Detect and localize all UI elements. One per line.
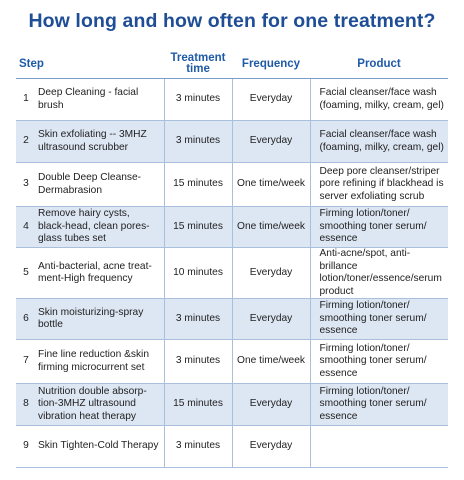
table-header-row	[16, 50, 448, 79]
treatment-time: 3 minutes	[164, 79, 232, 121]
table-row	[16, 121, 448, 163]
step-number: 5	[16, 248, 36, 299]
frequency: Everyday	[232, 248, 310, 299]
frequency: One time/week	[232, 207, 310, 248]
header-step: Step	[16, 50, 164, 79]
table-row	[16, 79, 448, 121]
step-number: 9	[16, 426, 36, 468]
header-product: Product	[310, 50, 448, 79]
step-name: Double Deep Cleanse-Dermabrasion	[36, 163, 164, 207]
frequency: Everyday	[232, 79, 310, 121]
step-name: Deep Cleaning - facial brush	[36, 79, 164, 121]
product: Firming lotion/toner/ smoothing toner serum/ essence	[310, 384, 448, 426]
step-name: Remove hairy cysts, black-head, clean pores-glass tubes set	[36, 207, 164, 248]
table-row	[16, 426, 448, 468]
step-number: 3	[16, 163, 36, 207]
header-frequency: Frequency	[232, 50, 310, 79]
step-name: Skin moisturizing-spray bottle	[36, 299, 164, 340]
frequency: Everyday	[232, 121, 310, 163]
table-row	[16, 299, 448, 340]
step-number: 1	[16, 79, 36, 121]
step-name: Skin exfoliating -- 3MHZ ultrasound scrubber	[36, 121, 164, 163]
product: Firming lotion/toner/ smoothing toner serum/ essence	[310, 299, 448, 340]
frequency: One time/week	[232, 340, 310, 384]
product: Firming lotion/toner/ smoothing toner serum/ essence	[310, 207, 448, 248]
step-name: Skin Tighten-Cold Therapy	[36, 426, 164, 468]
treatment-time: 3 minutes	[164, 121, 232, 163]
frequency: Everyday	[232, 426, 310, 468]
product: Firming lotion/toner/ smoothing toner serum/ essence	[310, 340, 448, 384]
product: Facial cleanser/face wash (foaming, milky, cream, gel)	[310, 79, 448, 121]
frequency: Everyday	[232, 299, 310, 340]
step-number: 4	[16, 207, 36, 248]
step-number: 2	[16, 121, 36, 163]
step-name: Nutrition double absorp-tion-3MHZ ultrasound vibration heat therapy	[36, 384, 164, 426]
product: Facial cleanser/face wash (foaming, milky, cream, gel)	[310, 121, 448, 163]
step-name: Fine line reduction &skin firming microcurrent set	[36, 340, 164, 384]
table-row	[16, 340, 448, 384]
treatment-time: 15 minutes	[164, 163, 232, 207]
treatment-time: 3 minutes	[164, 299, 232, 340]
step-number: 7	[16, 340, 36, 384]
treatment-time: 3 minutes	[164, 426, 232, 468]
treatment-time: 15 minutes	[164, 207, 232, 248]
frequency: Everyday	[232, 384, 310, 426]
treatment-time: 15 minutes	[164, 384, 232, 426]
treatment-time: 3 minutes	[164, 340, 232, 384]
product: Deep pore cleanser/striper pore refining if blackhead is server exfoliating scrub	[310, 163, 448, 207]
treatment-table	[16, 50, 448, 468]
table-row	[16, 384, 448, 426]
step-number: 8	[16, 384, 36, 426]
table-row	[16, 248, 448, 299]
product	[310, 426, 448, 468]
step-number: 6	[16, 299, 36, 340]
header-treatment-time: Treatment time	[164, 50, 232, 79]
frequency: One time/week	[232, 163, 310, 207]
treatment-time: 10 minutes	[164, 248, 232, 299]
product: Anti-acne/spot, anti-brillance lotion/toner/essence/serum product	[310, 248, 448, 299]
table-row	[16, 163, 448, 207]
step-name: Anti-bacterial, acne treat-ment-High frequency	[36, 248, 164, 299]
table-row	[16, 207, 448, 248]
page-title: How long and how often for one treatment?	[28, 10, 436, 32]
